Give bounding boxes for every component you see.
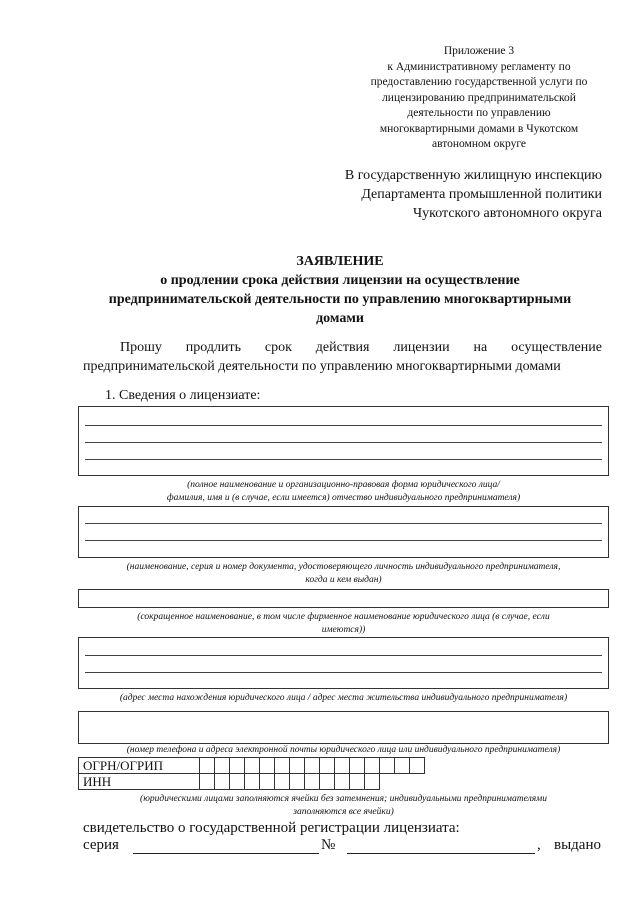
licensee-name-field[interactable] [78,406,609,476]
field-line [85,442,602,443]
annex-line: автономном округе [431,138,527,150]
addressee-line: Чукотского автономного округа [413,206,602,221]
hint-line: заполняются все ячейки) [293,807,394,817]
series-label: серия [83,837,119,853]
ogrn-cell[interactable] [350,758,365,774]
inn-cell[interactable] [215,774,230,790]
number-input-line[interactable] [347,853,535,854]
request-word: осуществление [511,340,602,355]
codes-table [78,757,425,790]
ogrn-cell[interactable] [335,758,350,774]
ogrn-cell[interactable] [290,758,305,774]
request-line-2: предпринимательской деятельности по управлению многоквартирными домами [83,359,561,374]
inn-cell[interactable] [260,774,275,790]
request-line-1 [83,338,602,357]
section-1-heading: 1. Сведения о лицензиате: [105,388,261,403]
contacts-hint [78,744,609,757]
hint-line: (номер телефона и адреса электронной почты юридического лица или индивидуального предпринимателя) [126,745,561,755]
field-line [85,655,602,656]
ogrn-cell[interactable] [200,758,215,774]
inn-cell[interactable] [305,774,320,790]
ogrn-label: ОГРН/ОГРИП [79,758,200,774]
hint-line: (юридическими лицами заполняются ячейки без затемнения; индивидуальными предпринимателями [140,794,547,804]
issued-label: выдано [554,837,601,853]
annex-line: лицензированию предпринимательской [382,91,576,104]
ogrn-row [79,758,425,774]
request-word: продлить [185,340,241,355]
hint-line: (адрес места нахождения юридического лица / адрес места жительства индивидуального предпринимателя) [119,693,568,703]
identity-document-field[interactable] [78,506,609,558]
inn-cell[interactable] [350,774,365,790]
field-line [85,672,602,673]
inn-row [79,774,425,790]
certificate-series-row [83,837,601,857]
request-paragraph [83,338,602,376]
title-line: ЗАЯВЛЕНИЕ [296,254,384,269]
field-line [85,540,602,541]
addressee-block [345,166,602,223]
request-word: на [473,340,488,355]
ogrn-cell[interactable] [215,758,230,774]
annex-line: деятельности по управлению [407,107,551,119]
annex-line: многоквартирными домами в Чукотском [379,122,579,135]
certificate-heading: свидетельство о государственной регистрации лицензиата: [83,820,460,836]
title-line: предпринимательской деятельности по управлению многоквартирными [108,292,572,307]
hint-line: (полное наименование и организационно-правовая форма юридического лица/ [187,480,500,490]
series-input-line[interactable] [133,853,319,854]
inn-cell[interactable] [365,774,380,790]
ogrn-cell[interactable] [305,758,320,774]
registration-codes-grid [78,757,425,790]
ogrn-cell[interactable] [380,758,395,774]
request-word: срок [264,340,292,355]
title-line: о продлении срока действия лицензии на осуществление [160,273,520,288]
annex-header [352,44,606,153]
request-word: действия [315,340,370,355]
licensee-name-hint [78,479,609,505]
ogrn-cell[interactable] [245,758,260,774]
contacts-field[interactable] [78,711,609,744]
inn-cell[interactable] [200,774,215,790]
hint-line: когда и кем выдан) [305,575,382,585]
hint-line: (наименование, серия и номер документа, удостоверяющего личность индивидуального предпринимателя, [126,562,561,572]
address-hint [78,692,609,705]
ogrn-cell[interactable] [365,758,380,774]
annex-line: предоставлению государственной услуги по [370,76,588,88]
inn-cell[interactable] [245,774,260,790]
ogrn-cell[interactable] [230,758,245,774]
field-line [85,459,602,460]
document-title [60,252,620,328]
annex-line: Приложение 3 [443,45,515,57]
ogrn-cell[interactable] [275,758,290,774]
request-word: Прошу [120,340,162,355]
inn-cell[interactable] [335,774,350,790]
addressee-line: Департамента промышленной политики [361,187,602,202]
title-line: домами [316,311,364,326]
hint-line: (сокращенное наименование, в том числе фирменное наименование юридического лица (в случае, если [137,612,550,622]
inn-cell[interactable] [275,774,290,790]
hint-line: имеются)) [321,625,366,635]
inn-cell[interactable] [320,774,335,790]
ogrn-cell[interactable] [410,758,425,774]
annex-line: к Административному регламенту по [387,60,571,73]
identity-document-hint [78,561,609,587]
ogrn-cell[interactable] [320,758,335,774]
inn-label: ИНН [79,774,200,790]
inn-cell[interactable] [230,774,245,790]
inn-cell[interactable] [290,774,305,790]
codes-hint [78,793,609,819]
request-word: лицензии [393,340,450,355]
field-line [85,425,602,426]
address-field[interactable] [78,637,609,689]
ogrn-cell[interactable] [260,758,275,774]
number-label: № [321,837,336,853]
hint-line: фамилия, имя и (в случае, если имеется) отчество индивидуального предпринимателя) [166,493,521,503]
comma-separator: , [537,837,541,853]
field-line [85,523,602,524]
short-name-hint [78,611,609,637]
ogrn-cell[interactable] [395,758,410,774]
short-name-field[interactable] [78,589,609,608]
addressee-line: В государственную жилищную инспекцию [344,168,602,183]
